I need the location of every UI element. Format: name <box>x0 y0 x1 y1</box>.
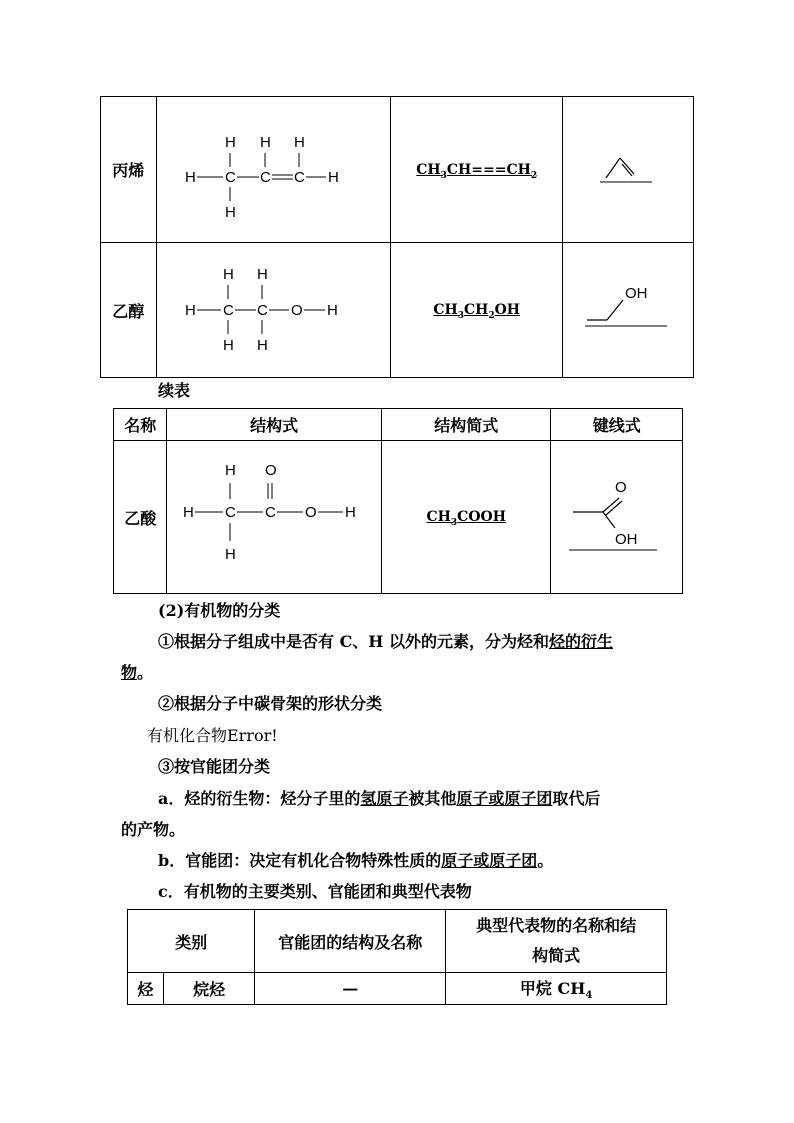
svg-text:H: H <box>225 133 237 151</box>
header-structural: 结构式 <box>167 409 382 441</box>
svg-text:C: C <box>225 168 237 186</box>
item2-line: 有机化合物Error! <box>147 726 278 745</box>
svg-text:C: C <box>225 504 237 521</box>
propene-structure <box>183 113 363 223</box>
header-skeletal: 键线式 <box>551 409 683 441</box>
svg-text:H: H <box>225 546 237 563</box>
propene-skeletal <box>598 148 658 188</box>
svg-text:H: H <box>327 302 339 319</box>
para-c: c．有机物的主要类别、官能团和典型代表物 <box>158 882 472 901</box>
svg-text:O: O <box>614 479 627 496</box>
cell-subgroup: 烷烃 <box>163 973 255 1005</box>
svg-text:C: C <box>223 302 235 319</box>
header-name: 名称 <box>114 409 167 441</box>
continued-label: 续表 <box>158 381 191 400</box>
para-a-line1: a．烃的衍生物：烃分子里的氢原子被其他原子或原子团取代后 <box>158 789 601 808</box>
svg-text:C: C <box>265 504 277 521</box>
skeletal-formula-acetic-acid <box>551 441 683 594</box>
acetic-acid-skeletal <box>567 470 667 560</box>
para-a-line2: 的产物。 <box>121 820 186 839</box>
svg-text:O: O <box>291 302 303 319</box>
structural-formula-propene <box>156 97 390 243</box>
header-representative: 典型代表物的名称和结 构简式 <box>446 910 667 973</box>
svg-text:C: C <box>294 168 306 186</box>
condensed-formula-ethanol: $CH_3CH_2OH$ <box>390 243 562 378</box>
svg-text:H: H <box>223 337 235 354</box>
ethanol-skeletal <box>583 278 673 338</box>
svg-text:OH: OH <box>614 531 638 548</box>
functional-group-table <box>127 909 667 1005</box>
svg-text:H: H <box>225 203 237 221</box>
cell-name: 丙烯 <box>101 97 157 243</box>
svg-text:H: H <box>185 168 197 186</box>
svg-text:H: H <box>257 337 269 354</box>
svg-text:H: H <box>257 266 269 283</box>
svg-text:H: H <box>183 504 195 521</box>
svg-text:H: H <box>328 168 340 186</box>
condensed-formula-propene: $CH_3CH===CH_2$ <box>390 97 562 243</box>
section-title: (2)有机物的分类 <box>158 601 281 620</box>
item1-line2: 物。 <box>121 663 154 682</box>
cell-name: 乙醇 <box>101 243 157 378</box>
svg-text:H: H <box>260 133 272 151</box>
item2: ②根据分子中碳骨架的形状分类 <box>158 694 383 713</box>
acetic-acid-structure <box>179 455 369 575</box>
structure-table-top <box>100 96 694 378</box>
skeletal-formula-ethanol <box>563 243 694 378</box>
header-category: 类别 <box>128 910 255 973</box>
svg-text:H: H <box>294 133 306 151</box>
structure-table-continued <box>113 408 683 594</box>
cell-name: 乙酸 <box>114 441 167 594</box>
svg-text:H: H <box>185 302 197 319</box>
structural-formula-acetic-acid <box>167 441 382 594</box>
header-functional-group: 官能团的结构及名称 <box>255 910 446 973</box>
svg-text:O: O <box>265 462 277 479</box>
svg-text:C: C <box>257 302 269 319</box>
cell-representative: 甲烷 $CH_4$ <box>446 973 667 1005</box>
condensed-formula-acetic-acid: $CH_3COOH$ <box>381 441 551 594</box>
ethanol-structure <box>183 253 363 363</box>
item1-line1: ①根据分子组成中是否有 C、H 以外的元素，分为烃和烃的衍生 <box>158 632 614 651</box>
para-b: b．官能团：决定有机化合物特殊性质的原子或原子团。 <box>158 851 554 870</box>
structural-formula-ethanol <box>156 243 390 378</box>
svg-text:OH: OH <box>625 285 648 302</box>
svg-text:H: H <box>345 504 357 521</box>
svg-text:H: H <box>223 266 235 283</box>
cell-functional-group: — <box>255 973 446 1005</box>
svg-text:O: O <box>305 504 317 521</box>
skeletal-formula-propene <box>563 97 694 243</box>
cell-group: 烃 <box>128 973 164 1005</box>
header-condensed: 结构简式 <box>381 409 551 441</box>
svg-text:C: C <box>260 168 272 186</box>
svg-text:H: H <box>225 462 237 479</box>
item3: ③按官能团分类 <box>158 757 271 776</box>
